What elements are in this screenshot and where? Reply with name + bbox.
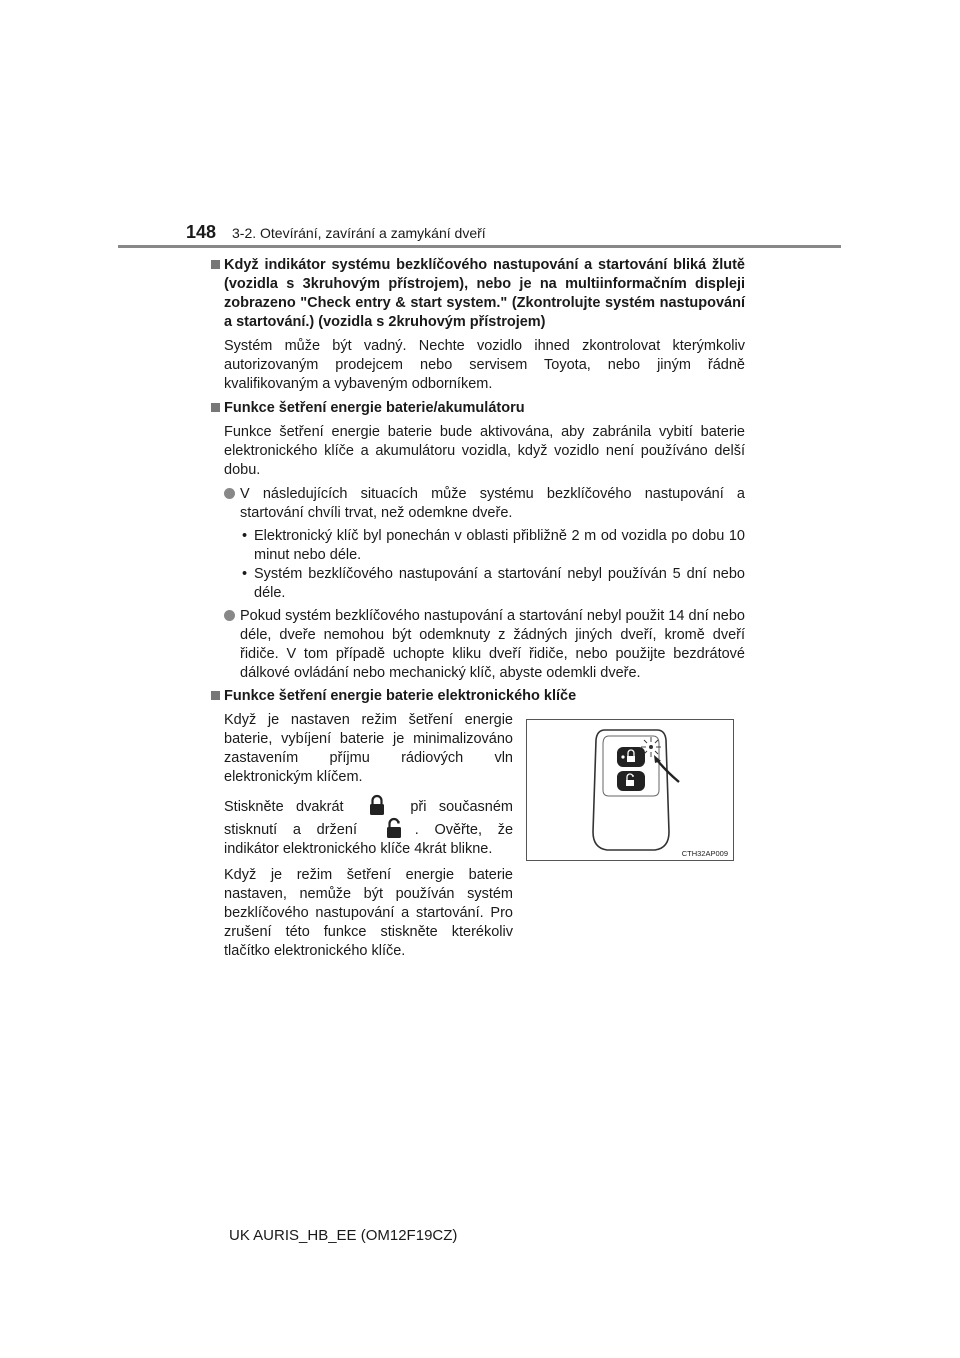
- lock-icon: [368, 794, 386, 816]
- list-item-text: Pokud systém bezklíčového nastupování a startování nebyl použit 14 dní nebo déle, dveře nemohou být odemknuty z žádných jiných dveří, kromě dveří řidiče. V tom případě uchopte kliku dveří řidiče, nebo použijte bezdrátové dálkové ovládání nebo mechanický klíč, abyste odemkli dveře.: [240, 608, 745, 681]
- key-fob-drawing: [527, 720, 733, 860]
- circle-bullet-icon: [224, 610, 235, 621]
- circle-bullet-icon: [224, 488, 235, 499]
- section-heading: [210, 256, 745, 332]
- instruction-part: při současném stisknutí a držení: [224, 799, 514, 838]
- section-heading: [210, 399, 745, 418]
- sub-bullet-marker: •: [242, 528, 248, 544]
- sub-bullet-marker: •: [242, 566, 248, 582]
- page-content: [210, 256, 745, 959]
- unlock-icon: [385, 817, 403, 839]
- heading-text: Funkce šetření energie baterie elektronického klíče: [224, 688, 577, 704]
- battery-saving-section: [210, 711, 745, 959]
- list-item: [210, 485, 745, 523]
- square-bullet-icon: [211, 260, 220, 269]
- paragraph: Funkce šetření energie baterie bude aktivována, aby zabránila vybití baterie elektronického klíče a akumulátoru vozidla, když vozidlo není používáno delší dobu.: [224, 424, 745, 478]
- sub-list-text: Elektronický klíč byl ponechán v oblasti přibližně 2 m od vozidla po dobu 10 minut nebo déle.: [254, 528, 745, 563]
- header-rule: [118, 245, 841, 248]
- sub-list-item: [210, 527, 745, 565]
- instruction-text: [224, 711, 513, 961]
- figure-code: CTH32AP009: [681, 849, 728, 858]
- sub-list-text: Systém bezklíčového nastupování a startování nebyl používán 5 dní nebo déle.: [254, 566, 745, 601]
- footer-model: UK AURIS_HB_EE (OM12F19CZ): [229, 1227, 458, 1244]
- list-item: [210, 607, 745, 683]
- heading-text: Funkce šetření energie baterie/akumulátoru: [224, 400, 525, 416]
- square-bullet-icon: [211, 403, 220, 412]
- section-heading: [210, 687, 745, 706]
- list-item-text: V následujících situacích může systému bezklíčového nastupování a startování chvíli trvat, než odemkne dveře.: [240, 486, 745, 521]
- electronic-key-illustration: [526, 719, 734, 861]
- page-number: 148: [186, 222, 217, 242]
- paragraph: Systém může být vadný. Nechte vozidlo ihned zkontrolovat kterýmkoliv autorizovaným prodejcem nebo servisem Toyota, nebo jiným řádně kvalifikovaným a vybaveným odborníkem.: [224, 338, 745, 392]
- sub-list-item: [210, 565, 745, 603]
- chapter-title: 3-2. Otevírání, zavírání a zamykání dveří: [232, 225, 486, 241]
- square-bullet-icon: [211, 691, 220, 700]
- paragraph: Když je režim šetření energie baterie nastaven, nemůže být používán systém bezklíčového nastupování a startování. Pro zrušení této funkce stiskněte kterékoliv tlačítko elektronického klíče.: [224, 867, 513, 959]
- heading-text: Když indikátor systému bezklíčového nastupování a startování bliká žlutě (vozidla s 3kruhovým přístrojem), nebo je na multiinformačním displeji zobrazeno "Check entry & start system." (Zkontrolujte systém nastupování a startování.) (vozidla s 2kruhovým přístrojem): [224, 257, 745, 330]
- sub-list: [210, 527, 745, 603]
- paragraph: Když je nastaven režim šetření energie baterie, vybíjení baterie je minimalizováno zastavením příjmu rádiových vln elektronickým klíčem.: [224, 712, 513, 785]
- paragraph: [224, 794, 513, 859]
- instruction-part: . Ověřte, že indikátor elektronického klíče 4krát blikne.: [224, 822, 514, 857]
- instruction-part: Stiskněte dvakrát: [224, 799, 344, 815]
